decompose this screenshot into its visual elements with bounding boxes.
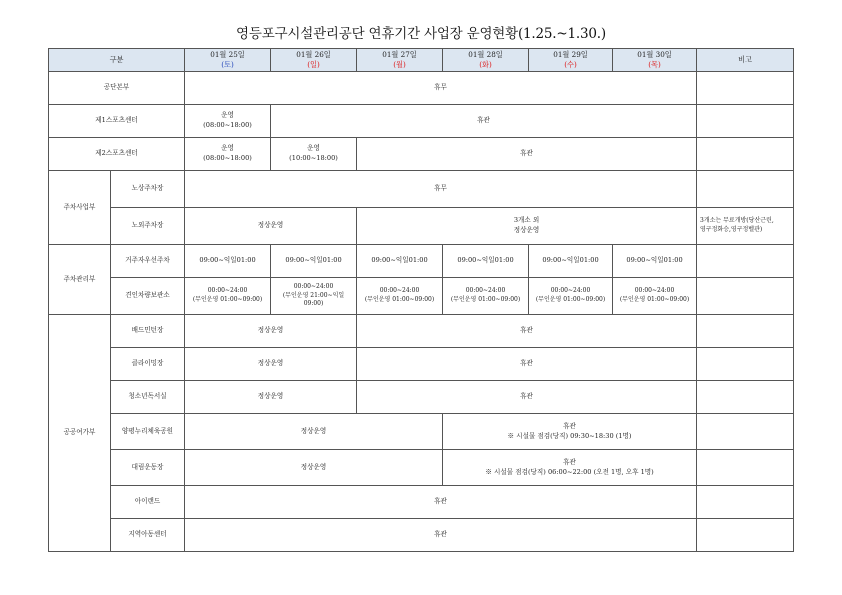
header-category: 구분 — [49, 49, 185, 72]
table-header-row — [49, 49, 794, 72]
offstreet-rest: 3개소 외 정상운영 — [357, 208, 697, 245]
row-label-iland: 아이랜드 — [111, 486, 185, 519]
table-row — [49, 171, 794, 208]
towing-day6: 00:00~24:00 (무인운영 01:00~09:00) — [613, 278, 697, 315]
sports2-note — [697, 138, 794, 171]
sports1-note — [697, 105, 794, 138]
header-day-2: 01월 26일 (일) — [271, 49, 357, 72]
daerim-d123: 정상운영 — [185, 450, 443, 486]
resident-day3: 09:00~익일01:00 — [357, 245, 443, 278]
climbing-note — [697, 348, 794, 381]
hq-status: 휴무 — [185, 72, 697, 105]
table-row — [49, 348, 794, 381]
group-label-parking-biz: 주차사업부 — [49, 171, 111, 245]
table-row — [49, 519, 794, 552]
badminton-d12: 정상운영 — [185, 315, 357, 348]
group-label-parking-mgmt: 주차관리부 — [49, 245, 111, 315]
resident-day2: 09:00~익일01:00 — [271, 245, 357, 278]
offstreet-note: 3개소는 무료개방(당산근린, 영구정화승,영구정벨관) — [697, 208, 794, 245]
table-row — [49, 381, 794, 414]
row-label-resident-parking: 거주자우선주차 — [111, 245, 185, 278]
towing-day1: 00:00~24:00 (무인운영 01:00~09:00) — [185, 278, 271, 315]
street-parking-note — [697, 171, 794, 208]
page-title: 영등포구시설관리공단 연휴기간 사업장 운영현황(1.25.~1.30.) — [236, 26, 606, 42]
sports2-rest: 휴관 — [357, 138, 697, 171]
resident-note — [697, 245, 794, 278]
row-label-climbing: 클라이밍장 — [111, 348, 185, 381]
towing-day4: 00:00~24:00 (무인운영 01:00~09:00) — [443, 278, 529, 315]
row-label-sports2: 제2스포츠센터 — [49, 138, 185, 171]
row-label-childcare: 지역아동센터 — [111, 519, 185, 552]
youth-d12: 정상운영 — [185, 381, 357, 414]
table-row — [49, 278, 794, 315]
youth-note — [697, 381, 794, 414]
row-label-hq: 공단본부 — [49, 72, 185, 105]
offstreet-d12: 정상운영 — [185, 208, 357, 245]
sports1-day1: 운영 (08:00~18:00) — [185, 105, 271, 138]
iland-note — [697, 486, 794, 519]
header-day-5: 01월 29일 (수) — [529, 49, 613, 72]
yangpyeong-note — [697, 414, 794, 450]
sports2-day2: 운영 (10:00~18:00) — [271, 138, 357, 171]
table-row — [49, 450, 794, 486]
resident-day6: 09:00~익일01:00 — [613, 245, 697, 278]
table-row — [49, 245, 794, 278]
table-row — [49, 105, 794, 138]
resident-day5: 09:00~익일01:00 — [529, 245, 613, 278]
table-row — [49, 72, 794, 105]
sports2-day1: 운영 (08:00~18:00) — [185, 138, 271, 171]
row-label-daerim: 대림운동장 — [111, 450, 185, 486]
header-day-4: 01월 28일 (화) — [443, 49, 529, 72]
table-row — [49, 315, 794, 348]
header-day-3: 01월 27일 (월) — [357, 49, 443, 72]
childcare-status: 휴관 — [185, 519, 697, 552]
daerim-note — [697, 450, 794, 486]
row-label-towing: 견인차량보관소 — [111, 278, 185, 315]
resident-day1: 09:00~익일01:00 — [185, 245, 271, 278]
sports1-rest: 휴관 — [271, 105, 697, 138]
header-day-6: 01월 30일 (목) — [613, 49, 697, 72]
climbing-rest: 휴관 — [357, 348, 697, 381]
resident-day4: 09:00~익일01:00 — [443, 245, 529, 278]
row-label-offstreet-parking: 노외주차장 — [111, 208, 185, 245]
towing-note — [697, 278, 794, 315]
iland-status: 휴관 — [185, 486, 697, 519]
yangpyeong-d123: 정상운영 — [185, 414, 443, 450]
row-label-youth-reading: 청소년독서실 — [111, 381, 185, 414]
table-row — [49, 414, 794, 450]
group-label-public: 공공여가부 — [49, 315, 111, 552]
table-row — [49, 208, 794, 245]
towing-day3: 00:00~24:00 (무인운영 01:00~09:00) — [357, 278, 443, 315]
row-label-yangpyeong: 양평누리체육공원 — [111, 414, 185, 450]
badminton-note — [697, 315, 794, 348]
hq-note — [697, 72, 794, 105]
row-label-street-parking: 노상주차장 — [111, 171, 185, 208]
table-row — [49, 138, 794, 171]
badminton-rest: 휴관 — [357, 315, 697, 348]
header-note: 비고 — [697, 49, 794, 72]
yangpyeong-rest: 휴관 ※ 시설물 점검(당직) 09:30~18:30 (1명) — [443, 414, 697, 450]
climbing-d12: 정상운영 — [185, 348, 357, 381]
childcare-note — [697, 519, 794, 552]
row-label-sports1: 제1스포츠센터 — [49, 105, 185, 138]
daerim-rest: 휴관 ※ 시설물 점검(당직) 06:00~22:00 (오전 1명, 오후 1명) — [443, 450, 697, 486]
row-label-badminton: 배드민턴장 — [111, 315, 185, 348]
towing-day5: 00:00~24:00 (무인운영 01:00~09:00) — [529, 278, 613, 315]
header-day-1: 01월 25일 (토) — [185, 49, 271, 72]
youth-rest: 휴관 — [357, 381, 697, 414]
table-row — [49, 486, 794, 519]
operation-status-table — [48, 48, 794, 552]
towing-day2: 00:00~24:00 (무인운영 21:00~익일 09:00) — [271, 278, 357, 315]
street-parking-status: 휴무 — [185, 171, 697, 208]
